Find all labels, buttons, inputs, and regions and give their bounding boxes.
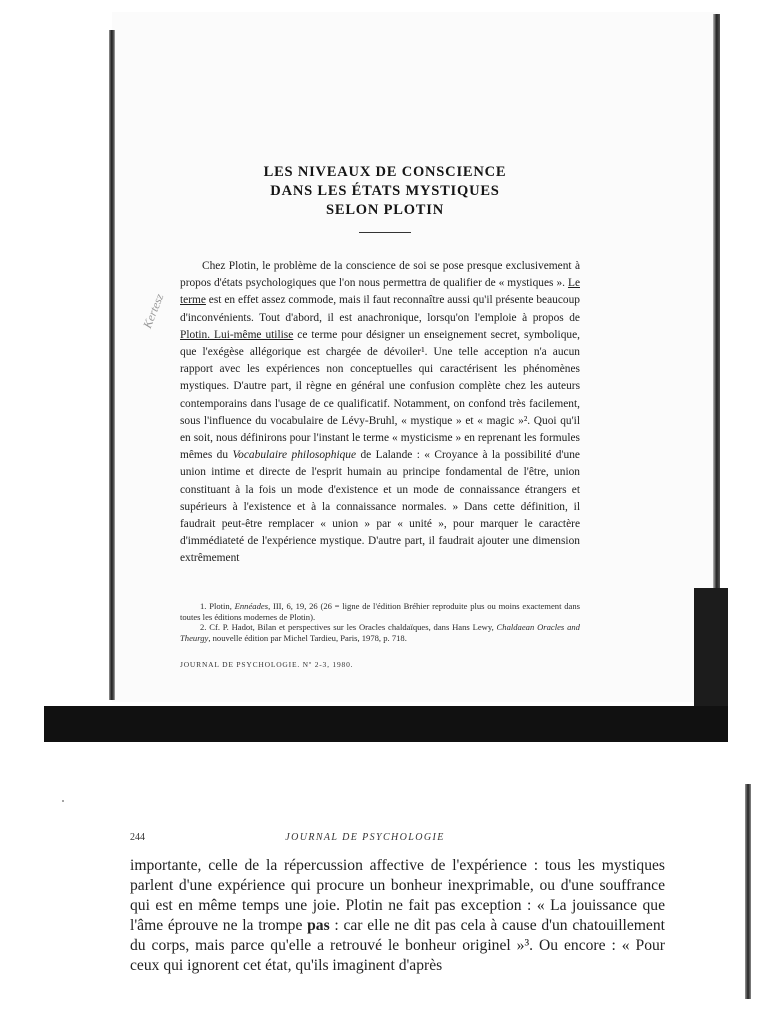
- footnote-1-lead: 1. Plotin,: [200, 601, 235, 611]
- title-line-3: SELON PLOTIN: [326, 202, 444, 218]
- article-body: [180, 258, 580, 568]
- footnotes: [180, 601, 580, 643]
- underlined-phrase-le-terme: Le terme: [180, 277, 580, 307]
- body-text-1: Chez Plotin, le problème de la conscience de soi se pose presque exclusivement à propos d'états psychologiques que l'on nous permettra de qualifier de « mystiques ».: [180, 260, 580, 290]
- italic-vocabulaire: Vocabulaire philosophique: [232, 449, 357, 462]
- page-244-text-a: importante, celle de la répercussion affective de l'expérience : tous les mystiques parlent d'une expérience qui procure un bonheur inexprimable, ou d'une souffrance qui est en même temps une joie. Plotin ne fait pas exception : « La jouissance que l'âme éprouve ne la trompe: [130, 857, 665, 934]
- body-text-4: de Lalande : « Croyance à la possibilité d'une union intime et directe de l'esprit humain au principe fondamental de l'être, union constituant à la fois un mode d'existence et un mode de connaissance étrangers et supérieurs à l'existence et à la connaissance normales. » Dans cette définition, il faudrait peut-être remplacer « union » par « unité », pour marquer le caractère d'immédiateté de l'expérience mystique. D'autre part, il faudrait ajouter une dimension extrêmement: [180, 449, 580, 565]
- title-line-1: LES NIVEAUX DE CONSCIENCE: [263, 164, 507, 180]
- running-head: [130, 832, 600, 846]
- page-244-text-b: : car elle ne dit pas cela à cause d'un chatouillement du corps, mais parce qu'elle a retrouvé le bonheur originel »³. Ou encore : « Pour ceux qui ignorent cet état, qu'ils imaginent d'après: [130, 917, 665, 974]
- body-paragraph: [180, 258, 580, 568]
- binding-shadow-left: [109, 30, 115, 700]
- margin-handwriting: Kertesz: [140, 291, 167, 331]
- scan-shadow-side: [694, 588, 728, 708]
- scan-speck: [62, 800, 64, 802]
- footnote-2-rest: , nouvelle édition par Michel Tardieu, Paris, 1978, p. 718.: [208, 632, 407, 643]
- article-title: [180, 163, 590, 220]
- page-244-bold-pas: pas: [307, 917, 330, 934]
- body-text-3: ce terme pour désigner un enseignement secret, symbolique, que l'exégèse allégorique est chargée de dévoiler¹. Une telle acception n'a aucun rapport avec les expériences non conceptuelles qui caractérisent les phénomènes mystiques. D'autre part, il règne en général une confusion complète chez les auteurs contemporains dans l'usage de ce qualificatif. Notamment, on confond très facilement, sous l'influence du vocabulaire de Lévy-Bruhl, « mystique » et « magic »². Quoi qu'il en soit, nous définirons pour l'instant le terme « mysticisme » en reprenant les formules mêmes du: [180, 328, 580, 462]
- footnote-2-lead: 2. Cf. P. Hadot, Bilan et perspectives sur les Oracles chaldaïques, dans Hans Lewy,: [200, 622, 497, 633]
- binding-shadow-right: [745, 784, 751, 999]
- body-text-2: est en effet assez commode, mais il faut reconnaître aussi qu'il présente beaucoup d'inconvénients. Tout d'abord, il est anachronique, lorsqu'on l'emploie à propos de: [180, 294, 580, 324]
- footnote-2: [180, 622, 580, 643]
- running-title: JOURNAL DE PSYCHOLOGIE: [285, 832, 445, 843]
- page-244-body: [130, 856, 665, 1000]
- title-line-2: DANS LES ÉTATS MYSTIQUES: [270, 183, 500, 199]
- underlined-phrase-plotin: Plotin. Lui-même utilise: [180, 328, 294, 341]
- footnote-1-italic: Ennéades: [234, 601, 269, 611]
- footnote-2-italic: Chaldaean Oracles and Theurgy: [180, 622, 580, 643]
- page-number: 244: [130, 832, 145, 843]
- page-244-paragraph: [130, 856, 665, 976]
- journal-citation: JOURNAL DE PSYCHOLOGIE. Nº 2-3, 1980.: [180, 660, 354, 669]
- footnote-1: [180, 601, 580, 622]
- title-rule: [359, 232, 411, 233]
- scan-shadow-bottom: [44, 706, 728, 742]
- footnote-1-rest: , III, 6, 19, 26 (26 = ligne de l'édition Bréhier reproduite plus ou moins exactement dans toutes les éditions modernes de Plotin).: [180, 601, 580, 622]
